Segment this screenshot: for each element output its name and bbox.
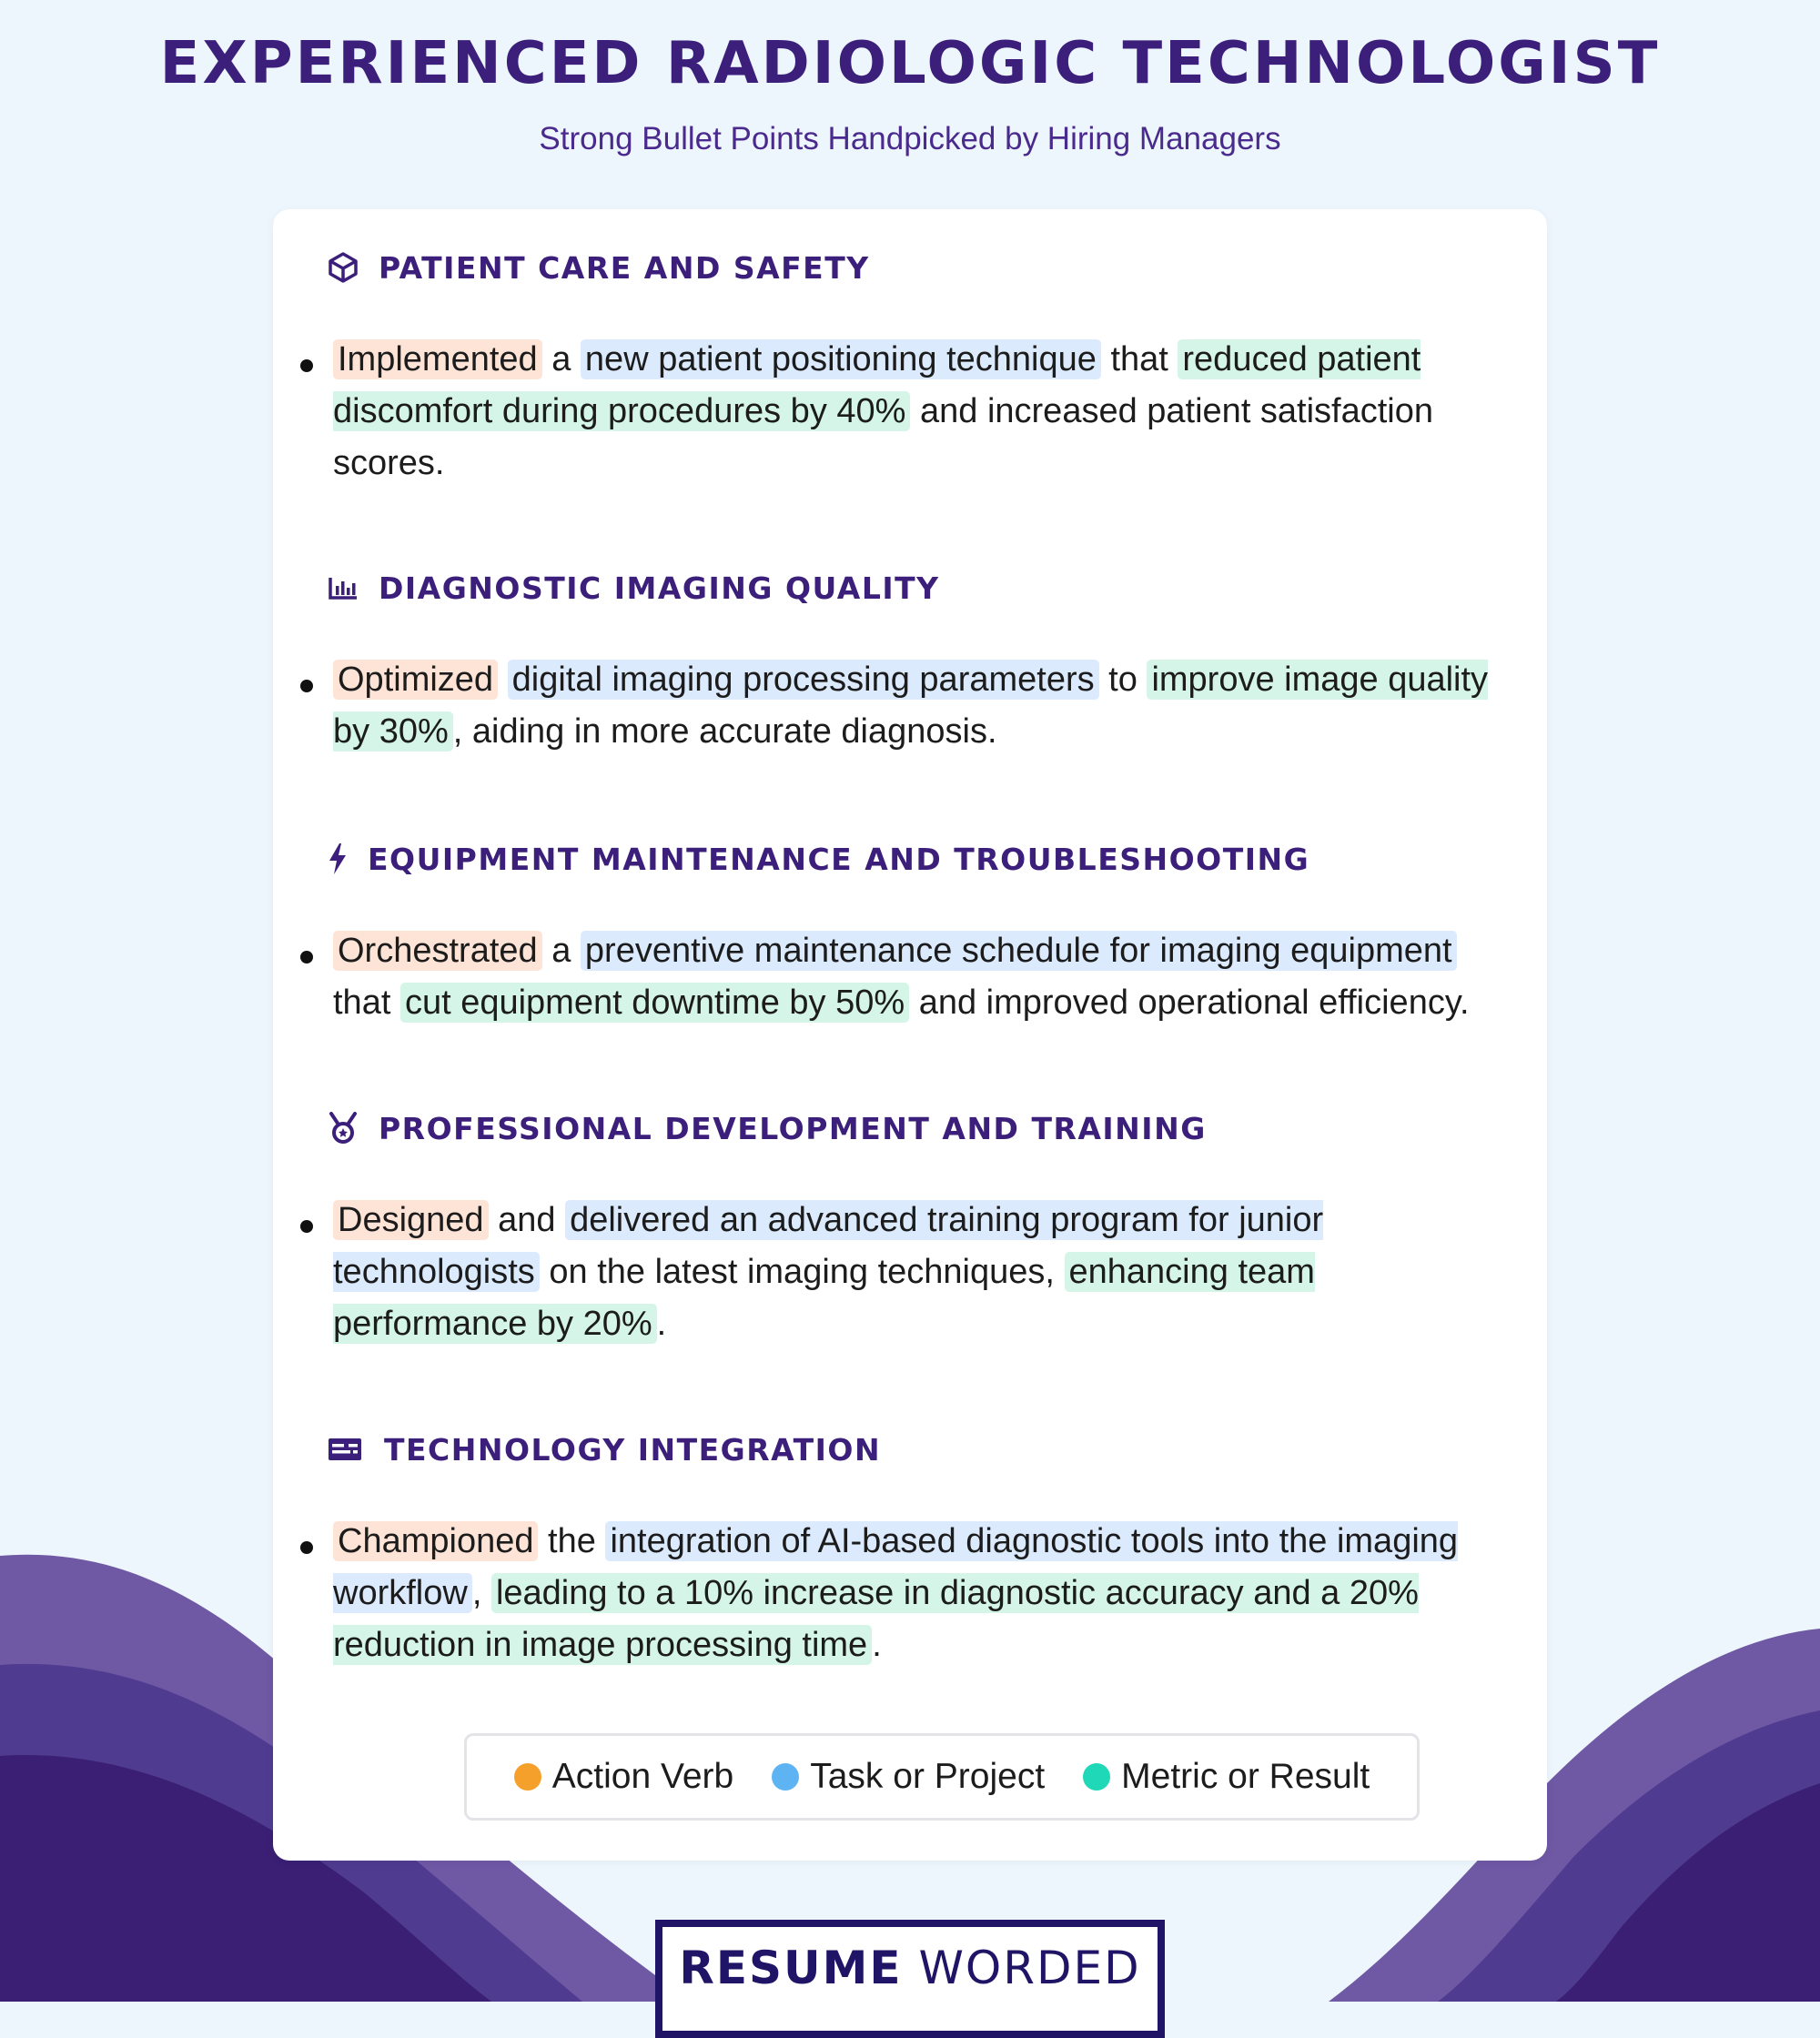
lightning-bolt-icon [326,842,349,876]
bullet-text [333,334,1516,489]
highlight-task: integration of AI-based diagnostic tools into the imaging workflow [333,1522,1459,1612]
section-header [326,1427,881,1472]
cube-icon [326,250,360,285]
bullet-points-card [273,209,1547,1861]
bullet-text [333,925,1516,1029]
section-title: EQUIPMENT MAINTENANCE AND TROUBLESHOOTING [368,841,1310,877]
bullet-marker [300,951,313,964]
bullet-plain-text: . [872,1626,882,1664]
bullet-plain-text: that [1100,340,1178,378]
bullet-plain-text: , [471,1574,491,1612]
highlight-verb: Championed [333,1521,538,1561]
bullet-plain-text: and increased patient satisfaction scores. [333,392,1434,482]
highlight-metric: enhancing team performance by 20% [333,1253,1315,1343]
legend-metric [1083,1757,1370,1797]
highlight-legend [464,1733,1420,1821]
bullet-marker [300,1220,313,1233]
legend-dot-blue [772,1763,799,1791]
logo-regular-word: WORDED [902,1942,1141,1994]
legend-label: Metric or Result [1121,1757,1370,1796]
legend-task [772,1757,1045,1797]
page-header [0,27,1820,162]
bullet-plain-text: , aiding in more accurate diagnosis. [452,712,997,751]
section-title: TECHNOLOGY INTEGRATION [384,1431,882,1468]
legend-dot-orange [514,1763,541,1791]
bullet-plain-text: to [1098,661,1148,699]
highlight-metric: cut equipment downtime by 50% [400,983,909,1023]
section-header [326,1105,1207,1151]
bullet-marker [300,359,313,372]
bullet-plain-text: that [333,984,400,1022]
highlight-task: delivered an advanced training program for junior technologists [333,1201,1324,1291]
bullet-text [333,1195,1516,1350]
bullet-plain-text: the [538,1522,606,1560]
page-title: EXPERIENCED RADIOLOGIC TECHNOLOGIST [159,30,1661,97]
section-title: DIAGNOSTIC IMAGING QUALITY [379,570,940,606]
highlight-task: preventive maintenance schedule for imaging equipment [581,931,1457,971]
section-title: PATIENT CARE AND SAFETY [379,249,870,286]
logo-bold-word: RESUME [679,1942,903,1994]
section-header [326,836,1309,882]
bullet-plain-text: a [541,340,581,378]
legend-label: Action Verb [551,1757,734,1796]
page-subtitle: Strong Bullet Points Handpicked by Hiring Managers [539,121,1281,156]
highlight-task: new patient positioning technique [581,339,1101,379]
section-title: PROFESSIONAL DEVELOPMENT AND TRAINING [379,1110,1207,1146]
bullet-plain-text: a [541,932,581,970]
highlight-metric: reduced patient discomfort during procedures by 40% [333,340,1421,430]
highlight-verb: Implemented [333,339,542,379]
legend-action-verb [514,1757,733,1797]
bullet-marker [300,1541,313,1554]
highlight-metric: improve image quality by 30% [333,661,1489,751]
highlight-verb: Designed [333,1200,489,1240]
section-header [326,565,940,610]
resume-worded-logo[interactable] [655,1920,1165,2038]
highlight-verb: Orchestrated [333,931,542,971]
bullet-plain-text: and [488,1201,566,1239]
section-header [326,245,870,290]
card-icon [326,1432,364,1467]
legend-dot-teal [1083,1763,1110,1791]
logo-text [679,1942,1140,1994]
bullet-marker [300,680,313,692]
medal-icon [326,1111,360,1145]
bullet-plain-text: and improved operational efficiency. [909,984,1470,1022]
bullet-plain-text: on the latest imaging techniques, [539,1253,1065,1291]
bullet-text [333,1516,1516,1671]
legend-label: Task or Project [810,1757,1046,1796]
bar-chart-icon [326,570,360,605]
bullet-plain-text [498,661,508,699]
bullet-plain-text: . [656,1305,667,1343]
highlight-metric: leading to a 10% increase in diagnostic accuracy and a 20% reduction in image processing time [333,1574,1419,1664]
bullet-text [333,654,1516,758]
highlight-verb: Optimized [333,660,498,700]
highlight-task: digital imaging processing parameters [508,660,1099,700]
